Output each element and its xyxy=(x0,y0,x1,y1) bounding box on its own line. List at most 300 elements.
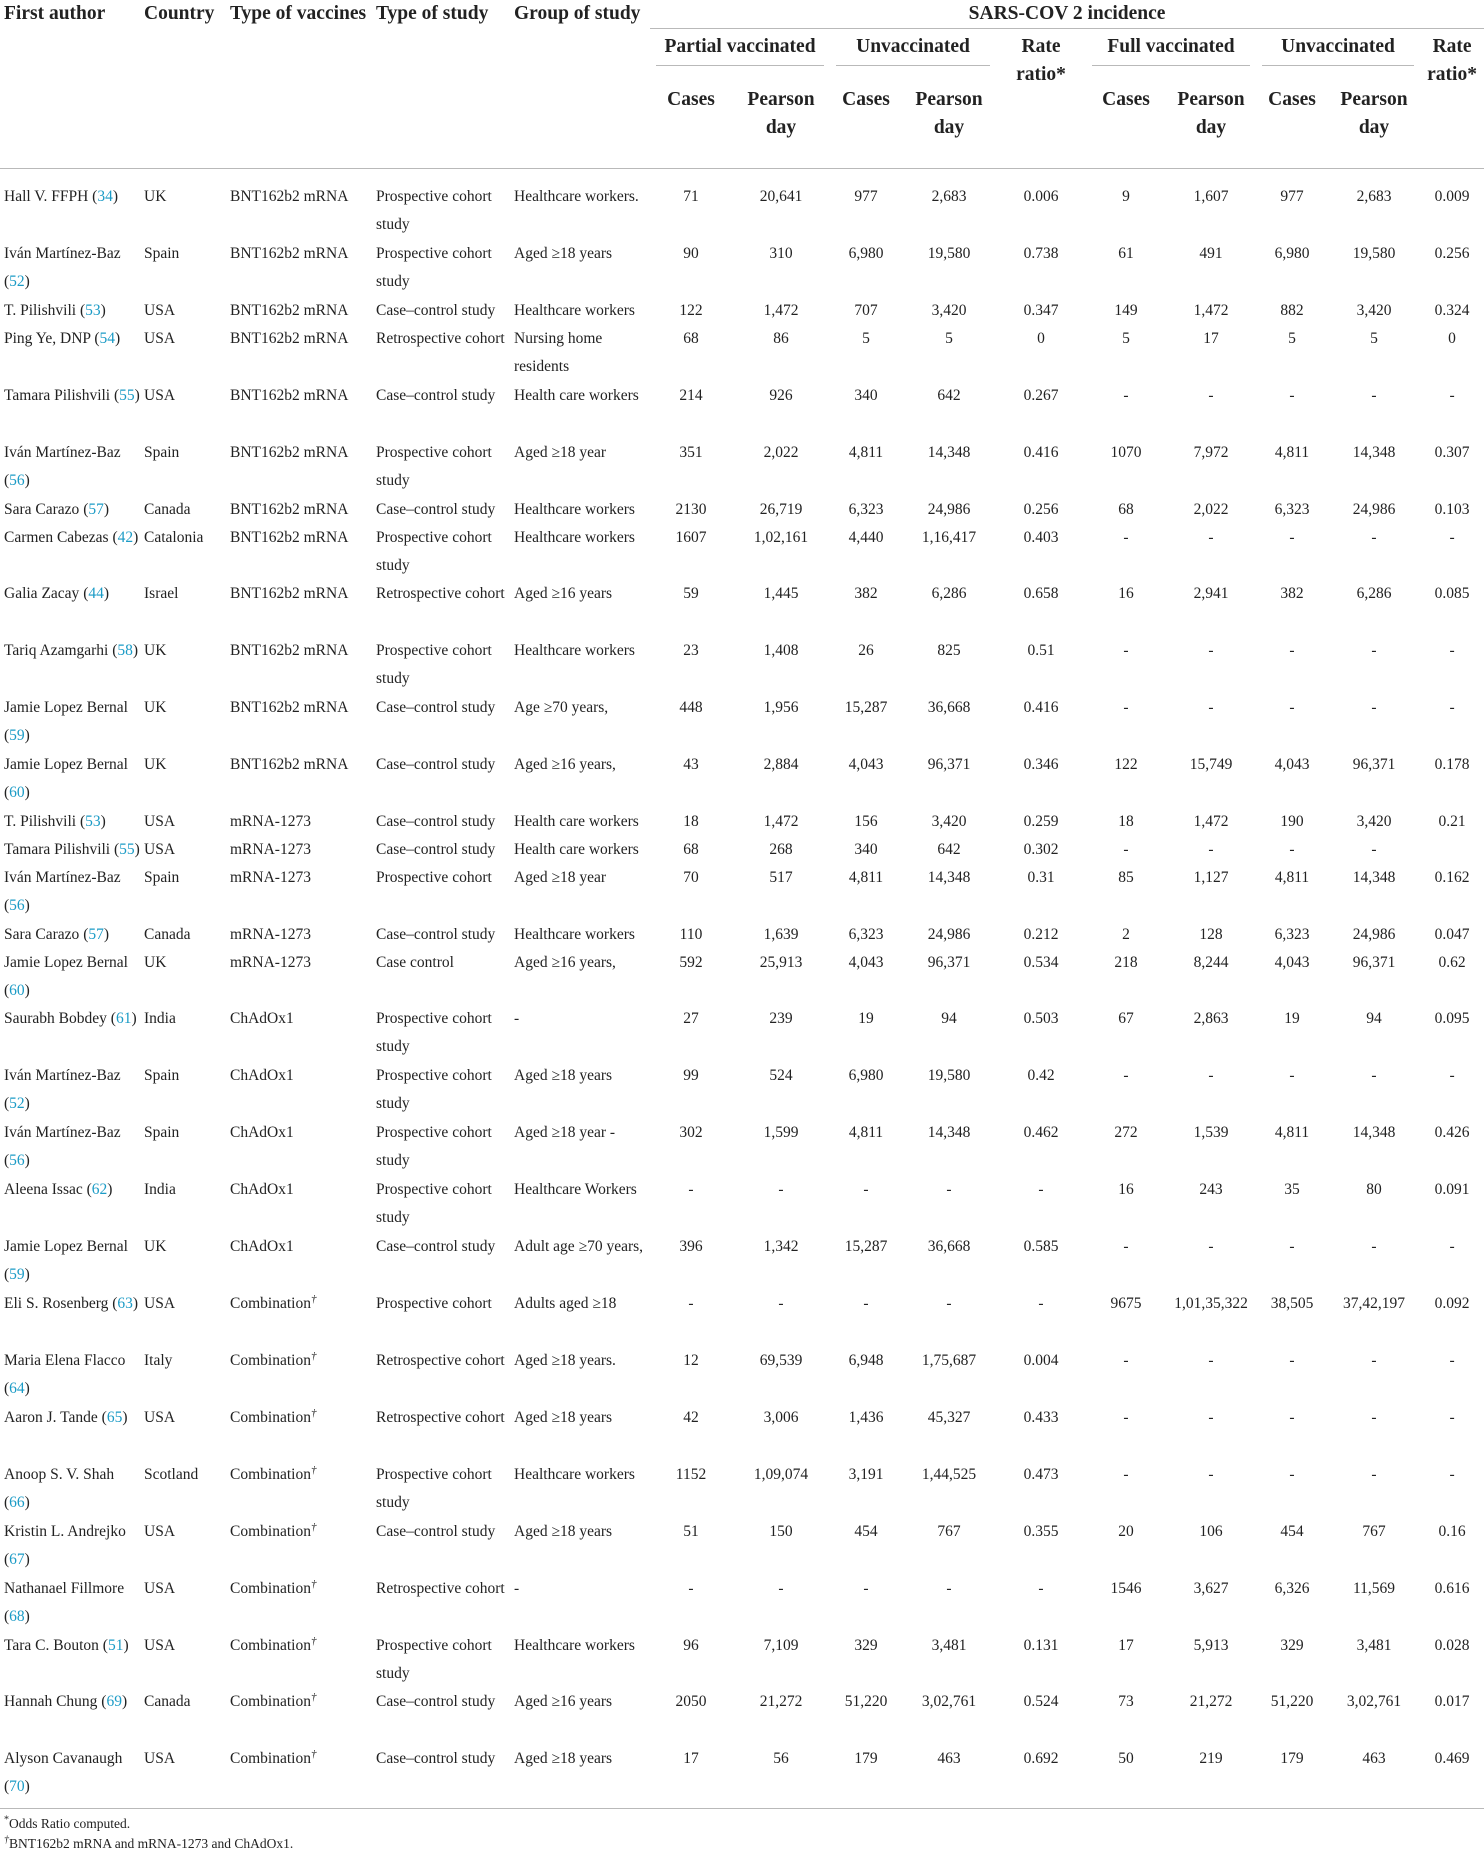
partial-person-day-cell: 524 xyxy=(769,1067,793,1084)
unvaccinated-cases-cell: 6,980 xyxy=(848,245,884,262)
author-name: Iván Martínez-Baz xyxy=(4,1124,121,1141)
country-cell xyxy=(140,808,226,836)
dagger-mark: † xyxy=(310,1406,317,1419)
rate-ratio-cell: 0.585 xyxy=(1023,1238,1059,1255)
header-pearson-day: Pearson day xyxy=(1340,89,1408,138)
group-text: Aged ≥18 years xyxy=(514,1409,613,1426)
rate-ratio-cell: - xyxy=(1449,1238,1455,1255)
unvaccinated-cases-cell: 5 xyxy=(862,330,870,347)
rate-ratio-cell: 0.004 xyxy=(1023,1352,1059,1369)
study-cell xyxy=(372,1290,510,1347)
author-name: Jamie Lopez Bernal xyxy=(4,699,128,716)
author-cell: Hall V. FFPH (34) xyxy=(4,188,118,205)
header-unvaccinated-2 xyxy=(1256,29,1420,86)
reference-link[interactable]: 56 xyxy=(9,897,25,914)
group-cell xyxy=(510,637,650,694)
author-cell: Tamara Pilishvili (55) xyxy=(4,841,140,858)
full-person-day-cell: 1,539 xyxy=(1193,1124,1229,1141)
full-cases-cell: - xyxy=(1123,1409,1129,1426)
full-person-day-cell: - xyxy=(1208,841,1214,858)
study-cell xyxy=(372,864,510,921)
country-text: UK xyxy=(144,756,167,773)
study-cell xyxy=(372,1461,510,1518)
group-cell xyxy=(510,382,650,439)
study-cell xyxy=(372,808,510,836)
vaccine-text: Combination xyxy=(230,1409,311,1426)
rate-ratio-cell: 0.462 xyxy=(1023,1124,1059,1141)
author-cell: Aaron J. Tande (65) xyxy=(4,1409,128,1426)
study-cell xyxy=(372,297,510,325)
partial-cases-cell: 17 xyxy=(683,1750,699,1767)
study-text: Case control xyxy=(376,954,454,971)
vaccine-cell xyxy=(226,382,372,439)
country-cell xyxy=(140,1461,226,1518)
country-text: Spain xyxy=(144,1124,180,1141)
country-cell xyxy=(140,694,226,751)
reference-link[interactable]: 58 xyxy=(117,642,133,659)
author-cell: Iván Martínez-Baz (52) xyxy=(4,1067,121,1112)
unvaccinated-person-day-cell: 37,42,197 xyxy=(1343,1295,1405,1312)
rate-ratio-cell: - xyxy=(1449,529,1455,546)
author-cell: Hannah Chung (69) xyxy=(4,1693,128,1710)
unvaccinated-cases-cell: - xyxy=(1289,699,1295,716)
table-row xyxy=(0,382,1484,439)
unvaccinated-person-day-cell: 1,75,687 xyxy=(921,1352,977,1369)
country-cell xyxy=(140,1347,226,1404)
group-text: Aged ≥16 years xyxy=(514,1693,613,1710)
table-row xyxy=(0,1119,1484,1176)
country-cell xyxy=(140,864,226,921)
country-cell xyxy=(140,1176,226,1233)
country-text: UK xyxy=(144,699,167,716)
table-header xyxy=(0,0,1484,183)
country-cell xyxy=(140,524,226,580)
reference-link[interactable]: 63 xyxy=(117,1295,133,1312)
unvaccinated-cases-cell: 6,323 xyxy=(1274,501,1310,518)
unvaccinated-cases-cell: 329 xyxy=(854,1637,878,1654)
group-text: Aged ≥18 years xyxy=(514,245,613,262)
group-cell xyxy=(510,1233,650,1290)
partial-cases-cell: 214 xyxy=(679,387,703,404)
author-name: Sara Carazo xyxy=(4,926,80,943)
reference-link[interactable]: 55 xyxy=(119,841,135,858)
reference-link[interactable]: 53 xyxy=(85,302,101,319)
rate-ratio-cell: 0.469 xyxy=(1434,1750,1470,1767)
country-cell xyxy=(140,1404,226,1461)
unvaccinated-person-day-cell: 24,986 xyxy=(1352,501,1396,518)
unvaccinated-person-day-cell: 2,683 xyxy=(931,188,967,205)
footnote-dagger-symbol: † xyxy=(4,1834,9,1846)
full-cases-cell: 61 xyxy=(1118,245,1134,262)
full-cases-cell: 9675 xyxy=(1110,1295,1142,1312)
unvaccinated-cases-cell: 707 xyxy=(854,302,878,319)
group-text: Healthcare Workers xyxy=(514,1181,637,1198)
table-row xyxy=(0,1461,1484,1518)
full-cases-cell: 272 xyxy=(1114,1124,1138,1141)
full-cases-cell: - xyxy=(1123,387,1129,404)
header-country: Country xyxy=(144,3,215,24)
unvaccinated-person-day-cell: 767 xyxy=(937,1523,961,1540)
vaccine-cell xyxy=(226,637,372,694)
rate-ratio-cell: 0.324 xyxy=(1434,302,1470,319)
group-text: - xyxy=(514,1580,520,1597)
country-text: India xyxy=(144,1010,176,1027)
partial-cases-cell: - xyxy=(688,1580,694,1597)
country-cell xyxy=(140,1233,226,1290)
footnote-star-symbol: * xyxy=(4,1814,9,1826)
full-cases-cell: 1070 xyxy=(1110,444,1142,461)
group-text: Health care workers xyxy=(514,841,639,858)
rate-ratio-cell: - xyxy=(1038,1181,1044,1198)
unvaccinated-person-day-cell: - xyxy=(1371,642,1377,659)
full-cases-cell: - xyxy=(1123,841,1129,858)
country-text: USA xyxy=(144,1580,176,1597)
reference-link[interactable]: 68 xyxy=(9,1608,25,1625)
reference-link[interactable]: 59 xyxy=(9,727,25,744)
rate-ratio-cell: 0.092 xyxy=(1434,1295,1470,1312)
country-cell xyxy=(140,240,226,297)
full-cases-cell: 17 xyxy=(1118,1637,1134,1654)
study-cell xyxy=(372,1347,510,1404)
partial-cases-cell: 42 xyxy=(683,1409,699,1426)
reference-link[interactable]: 52 xyxy=(9,273,25,290)
reference-link[interactable]: 70 xyxy=(9,1778,25,1795)
table-row xyxy=(0,240,1484,297)
unvaccinated-cases-cell: 4,043 xyxy=(848,954,884,971)
reference-link[interactable]: 53 xyxy=(85,813,101,830)
table-body xyxy=(0,183,1484,1802)
unvaccinated-cases-cell: 6,323 xyxy=(1274,926,1310,943)
reference-link[interactable]: 61 xyxy=(115,1010,132,1027)
study-text: Prospective cohort study xyxy=(376,1466,492,1511)
partial-person-day-cell: 1,639 xyxy=(763,926,799,943)
unvaccinated-cases-cell: 156 xyxy=(854,813,878,830)
reference-link[interactable]: 65 xyxy=(106,1409,123,1426)
unvaccinated-person-day-cell: 19,580 xyxy=(927,1067,971,1084)
full-person-day-cell: - xyxy=(1208,529,1214,546)
group-cell xyxy=(510,808,650,836)
study-cell xyxy=(372,325,510,382)
group-cell xyxy=(510,694,650,751)
country-cell xyxy=(140,1745,226,1802)
author-name: Alyson Cavanaugh xyxy=(4,1750,123,1767)
author-cell: Alyson Cavanaugh (70) xyxy=(4,1750,123,1795)
group-cell xyxy=(510,751,650,808)
group-text: Healthcare workers xyxy=(514,1466,635,1483)
unvaccinated-person-day-cell: 96,371 xyxy=(1352,756,1396,773)
author-name: T. Pilishvili xyxy=(4,302,77,319)
vaccine-cell xyxy=(226,1461,372,1518)
header-incidence: SARS-COV 2 incidence xyxy=(650,0,1484,29)
partial-person-day-cell: 26,719 xyxy=(759,501,803,518)
reference-link[interactable]: 57 xyxy=(88,501,104,518)
country-cell xyxy=(140,949,226,1005)
vaccine-cell xyxy=(226,580,372,637)
unvaccinated-cases-cell: 3,191 xyxy=(848,1466,884,1483)
reference-link[interactable]: 51 xyxy=(107,1637,124,1654)
full-person-day-cell: 219 xyxy=(1199,1750,1223,1767)
reference-link[interactable]: 67 xyxy=(9,1551,25,1568)
country-cell xyxy=(140,1518,226,1575)
unvaccinated-person-day-cell: 3,420 xyxy=(1356,302,1392,319)
full-cases-cell: - xyxy=(1123,1067,1129,1084)
full-cases-cell: 2 xyxy=(1122,926,1130,943)
unvaccinated-cases-cell: - xyxy=(1289,1238,1295,1255)
full-person-day-cell: 491 xyxy=(1199,245,1223,262)
country-text: USA xyxy=(144,813,176,830)
partial-cases-cell: 99 xyxy=(683,1067,699,1084)
group-text: Aged ≥18 years xyxy=(514,1750,613,1767)
reference-link[interactable]: 57 xyxy=(88,926,104,943)
dagger-mark: † xyxy=(310,1463,317,1476)
rate-ratio-cell: - xyxy=(1449,1067,1455,1084)
author-cell: Aleena Issac (62) xyxy=(4,1181,113,1198)
unvaccinated-cases-cell: - xyxy=(1289,1067,1295,1084)
unvaccinated-cases-cell: 6,980 xyxy=(1274,245,1310,262)
vaccine-text: Combination xyxy=(230,1352,311,1369)
reference-link[interactable]: 42 xyxy=(117,529,134,546)
partial-person-day-cell: 1,02,161 xyxy=(753,529,809,546)
author-cell: Sara Carazo (57) xyxy=(4,501,110,518)
unvaccinated-person-day-cell: 14,348 xyxy=(927,1124,971,1141)
rate-ratio-cell: 0.256 xyxy=(1434,245,1470,262)
unvaccinated-cases-cell: 4,811 xyxy=(848,1124,884,1141)
unvaccinated-cases-cell: 340 xyxy=(854,387,878,404)
reference-link[interactable]: 64 xyxy=(9,1380,25,1397)
group-text: Healthcare workers xyxy=(514,529,635,546)
group-text: Healthcare workers. xyxy=(514,188,639,205)
reference-link[interactable]: 66 xyxy=(9,1494,25,1511)
vaccine-cell xyxy=(226,1233,372,1290)
header-pearson-day: Pearson day xyxy=(1177,89,1245,138)
full-person-day-cell: - xyxy=(1208,699,1214,716)
country-text: USA xyxy=(144,1295,176,1312)
vaccine-text: BNT162b2 mRNA xyxy=(230,444,349,461)
full-cases-cell: - xyxy=(1123,699,1129,716)
unvaccinated-cases-cell: 340 xyxy=(854,841,878,858)
author-name: Saurabh Bobdey xyxy=(4,1010,107,1027)
author-cell: Jamie Lopez Bernal (60) xyxy=(4,954,128,999)
study-text: Case–control study xyxy=(376,302,496,319)
full-person-day-cell: 106 xyxy=(1199,1523,1223,1540)
rate-ratio-cell: 0.524 xyxy=(1023,1693,1059,1710)
header-full-vaccinated-label: Full vaccinated xyxy=(1092,33,1250,66)
table-row xyxy=(0,1005,1484,1062)
unvaccinated-cases-cell: - xyxy=(1289,529,1295,546)
unvaccinated-person-day-cell: 24,986 xyxy=(927,501,971,518)
unvaccinated-person-day-cell: 3,02,761 xyxy=(1346,1693,1402,1710)
unvaccinated-person-day-cell: 463 xyxy=(1362,1750,1386,1767)
unvaccinated-person-day-cell: 14,348 xyxy=(927,444,971,461)
partial-cases-cell: - xyxy=(688,1295,694,1312)
rate-ratio-cell: 0.212 xyxy=(1023,926,1059,943)
country-text: Scotland xyxy=(144,1466,199,1483)
unvaccinated-cases-cell: 454 xyxy=(1280,1523,1304,1540)
group-cell xyxy=(510,1688,650,1745)
vaccine-text: mRNA-1273 xyxy=(230,954,311,971)
unvaccinated-person-day-cell: - xyxy=(1371,1352,1377,1369)
partial-person-day-cell: 1,445 xyxy=(763,585,799,602)
rate-ratio-cell: 0 xyxy=(1448,330,1456,347)
unvaccinated-cases-cell: - xyxy=(863,1580,869,1597)
country-cell xyxy=(140,297,226,325)
table-row xyxy=(0,1233,1484,1290)
header-type-of-study: Type of study xyxy=(376,3,489,24)
rate-ratio-cell: 0.017 xyxy=(1434,1693,1470,1710)
header-cases: Cases xyxy=(842,89,890,110)
unvaccinated-person-day-cell: 19,580 xyxy=(1352,245,1396,262)
country-cell xyxy=(140,921,226,949)
header-unvaccinated-2-label: Unvaccinated xyxy=(1262,33,1414,66)
reference-link[interactable]: 60 xyxy=(9,784,25,801)
vaccine-text: ChAdOx1 xyxy=(230,1067,294,1084)
study-text: Retrospective cohort xyxy=(376,1352,505,1369)
rate-ratio-cell: 0.31 xyxy=(1027,869,1055,886)
reference-link[interactable]: 62 xyxy=(91,1181,108,1198)
unvaccinated-person-day-cell: 80 xyxy=(1366,1181,1382,1198)
study-text: Case–control study xyxy=(376,1693,496,1710)
reference-link[interactable]: 55 xyxy=(119,387,135,404)
rate-ratio-cell: 0.095 xyxy=(1434,1010,1470,1027)
dagger-mark: † xyxy=(310,1690,317,1703)
study-cell xyxy=(372,921,510,949)
group-cell xyxy=(510,1745,650,1802)
study-text: Prospective cohort study xyxy=(376,529,492,574)
country-text: Canada xyxy=(144,926,191,943)
reference-link[interactable]: 56 xyxy=(9,472,25,489)
vaccine-cell xyxy=(226,1119,372,1176)
author-name: Ping Ye, DNP xyxy=(4,330,91,347)
country-cell xyxy=(140,751,226,808)
unvaccinated-cases-cell: 4,811 xyxy=(1274,869,1310,886)
partial-person-day-cell: 1,408 xyxy=(763,642,799,659)
author-name: Jamie Lopez Bernal xyxy=(4,756,128,773)
country-cell xyxy=(140,1632,226,1688)
study-cell xyxy=(372,1518,510,1575)
author-cell: Tara C. Bouton (51) xyxy=(4,1637,129,1654)
unvaccinated-person-day-cell: - xyxy=(1371,1409,1377,1426)
full-person-day-cell: 8,244 xyxy=(1193,954,1229,971)
rate-ratio-cell: - xyxy=(1449,1466,1455,1483)
unvaccinated-cases-cell: 15,287 xyxy=(844,699,888,716)
partial-cases-cell: 59 xyxy=(683,585,699,602)
country-text: USA xyxy=(144,302,176,319)
reference-link[interactable]: 44 xyxy=(88,585,104,602)
reference-link[interactable]: 34 xyxy=(97,188,113,205)
rate-ratio-cell: 0.103 xyxy=(1434,501,1470,518)
group-cell xyxy=(510,1347,650,1404)
country-text: UK xyxy=(144,954,167,971)
footnote-star-text: Odds Ratio computed. xyxy=(9,1816,131,1831)
study-text: Prospective cohort study xyxy=(376,188,492,233)
full-cases-cell: 68 xyxy=(1118,501,1134,518)
table-row xyxy=(0,325,1484,382)
dagger-mark: † xyxy=(310,1292,317,1305)
table-row xyxy=(0,637,1484,694)
unvaccinated-person-day-cell: 96,371 xyxy=(1352,954,1396,971)
full-person-day-cell: 128 xyxy=(1199,926,1223,943)
rate-ratio-cell: 0.178 xyxy=(1434,756,1470,773)
reference-link[interactable]: 56 xyxy=(9,1152,25,1169)
author-cell: Maria Elena Flacco (64) xyxy=(4,1352,126,1397)
country-cell xyxy=(140,1688,226,1745)
reference-link[interactable]: 69 xyxy=(106,1693,122,1710)
vaccine-text: mRNA-1273 xyxy=(230,841,311,858)
author-name: Iván Martínez-Baz xyxy=(4,1067,121,1084)
partial-person-day-cell: 20,641 xyxy=(759,188,803,205)
table-row xyxy=(0,1518,1484,1575)
group-cell xyxy=(510,439,650,496)
reference-link[interactable]: 52 xyxy=(9,1095,25,1112)
group-cell xyxy=(510,1518,650,1575)
footnotes xyxy=(4,1814,293,1854)
full-person-day-cell: 7,972 xyxy=(1193,444,1229,461)
rate-ratio-cell: 0.256 xyxy=(1023,501,1059,518)
group-cell xyxy=(510,1005,650,1062)
country-cell xyxy=(140,580,226,637)
full-person-day-cell: 2,022 xyxy=(1193,501,1229,518)
unvaccinated-person-day-cell: 36,668 xyxy=(927,699,971,716)
unvaccinated-cases-cell: 5 xyxy=(1288,330,1296,347)
partial-cases-cell: 51 xyxy=(683,1523,699,1540)
partial-cases-cell: 2130 xyxy=(675,501,707,518)
group-cell xyxy=(510,1290,650,1347)
study-text: Retrospective cohort xyxy=(376,1580,505,1597)
rate-ratio-cell: 0.51 xyxy=(1027,642,1055,659)
country-cell xyxy=(140,496,226,524)
study-text: Prospective cohort study xyxy=(376,1067,492,1112)
header-cases: Cases xyxy=(1102,89,1150,110)
rate-ratio-cell: 0.426 xyxy=(1434,1124,1470,1141)
unvaccinated-person-day-cell: 2,683 xyxy=(1356,188,1392,205)
unvaccinated-cases-cell: - xyxy=(1289,1409,1295,1426)
partial-cases-cell: - xyxy=(688,1181,694,1198)
unvaccinated-person-day-cell: 14,348 xyxy=(927,869,971,886)
full-cases-cell: 1546 xyxy=(1110,1580,1142,1597)
reference-link[interactable]: 60 xyxy=(9,982,25,999)
unvaccinated-person-day-cell: 94 xyxy=(941,1010,957,1027)
full-cases-cell: 9 xyxy=(1122,188,1130,205)
partial-person-day-cell: 69,539 xyxy=(759,1352,803,1369)
reference-link[interactable]: 59 xyxy=(9,1266,25,1283)
rate-ratio-cell: 0.131 xyxy=(1023,1637,1059,1654)
country-text: Spain xyxy=(144,1067,180,1084)
study-cell xyxy=(372,580,510,637)
author-cell: Tariq Azamgarhi (58) xyxy=(4,642,139,659)
full-person-day-cell: - xyxy=(1208,1067,1214,1084)
group-cell xyxy=(510,580,650,637)
full-person-day-cell: 1,472 xyxy=(1193,302,1229,319)
partial-person-day-cell: 86 xyxy=(773,330,789,347)
author-name: Maria Elena Flacco xyxy=(4,1352,126,1369)
header-rate-ratio-1: Rate ratio* xyxy=(1016,36,1066,85)
group-cell xyxy=(510,325,650,382)
header-rate-ratio-2: Rate ratio* xyxy=(1427,36,1477,85)
unvaccinated-cases-cell: 26 xyxy=(858,642,874,659)
group-cell xyxy=(510,1575,650,1632)
study-text: Prospective cohort study xyxy=(376,642,492,687)
unvaccinated-cases-cell: 4,811 xyxy=(848,444,884,461)
rate-ratio-cell: 0.009 xyxy=(1434,188,1470,205)
unvaccinated-cases-cell: 4,811 xyxy=(1274,1124,1310,1141)
full-cases-cell: - xyxy=(1123,1238,1129,1255)
full-cases-cell: 85 xyxy=(1118,869,1134,886)
country-text: USA xyxy=(144,1409,176,1426)
reference-link[interactable]: 54 xyxy=(99,330,115,347)
unvaccinated-cases-cell: 51,220 xyxy=(844,1693,888,1710)
unvaccinated-person-day-cell: 3,420 xyxy=(931,302,967,319)
author-cell: Jamie Lopez Bernal (59) xyxy=(4,699,128,744)
